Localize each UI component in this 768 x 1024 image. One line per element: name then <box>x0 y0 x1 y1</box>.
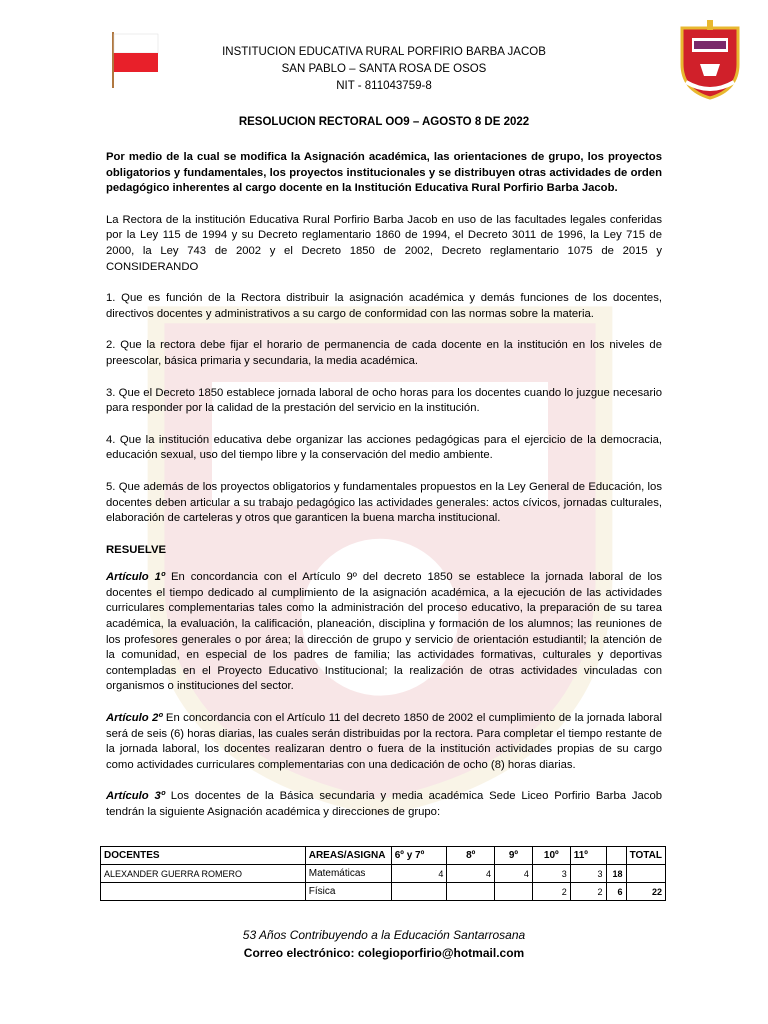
table-header-row <box>101 847 666 865</box>
document-body <box>106 150 662 837</box>
considerando-4: 4. Que la institución educativa debe organizar las acciones pedagógicas para el ejercicio de la democracia, educación sexual, uso del tiempo libre y la conservación del medio ambiente. <box>106 433 662 462</box>
table-cell: 4 <box>495 865 533 883</box>
table-header-cell: 10º <box>532 847 570 865</box>
footer-motto: 53 Años Contribuyendo a la Educación Santarrosana <box>242 928 526 942</box>
table-cell <box>495 883 533 901</box>
article-1-text: En concordancia con el Artículo 9º del decreto 1850 se establece la jornada laboral de los docentes el tiempo dedicado al cumplimiento de la asignación académica, a la ejecución de las actividades curriculares complementarias tales como la administración del proceso educativo, la preparación de su tarea académica, la evaluación, la calificación, planeación, disciplina y formación de los alumnos; las reuniones de los profesores generales o por área; la dirección de grupo y servicio de orientación estudiantil; la atención de la comunidad, en especial de los padres de familia; las actividades formativas, culturales y deportivas contempladas en el Proyecto Educativo Institucional; la realización de otras actividades vinculadas con organismos o instituciones del sector. <box>106 571 662 693</box>
table-header-cell: 9º <box>495 847 533 865</box>
table-cell <box>626 865 665 883</box>
table-cell: ALEXANDER GUERRA ROMERO <box>101 865 306 883</box>
table-cell: 4 <box>391 865 447 883</box>
article-1-heading: Artículo 1º <box>106 571 166 584</box>
purpose-paragraph: Por medio de la cual se modifica la Asignación académica, las orientaciones de grupo, los proyectos obligatorios y fundamentales, los proyectos institucionales y se distribuyen otras actividades de orden pedagógico inherentes al cargo docente en la Institución Educativa Rural Porfirio Barba Jacob. <box>106 151 662 195</box>
resuelve-heading: RESUELVE <box>106 543 167 556</box>
crest-icon <box>678 18 742 100</box>
article-2-text: En concordancia con el Artículo 11 del decreto 1850 de 2002 el cumplimiento de la jornada laboral será de seis (6) horas diarias, las cuales serán distribuidas por la rectora. Para completar el tiempo restante de la jornada laboral, los docentes realizaran dentro o fuera de la institución actividades propias de su cargo como actividades curriculares complementarias con una dedicación de ocho (8) horas diarias. <box>106 712 662 771</box>
article-2-heading: Artículo 2º <box>106 712 163 725</box>
institution-header <box>170 44 598 95</box>
table-header-cell <box>606 847 626 865</box>
table-cell <box>391 883 447 901</box>
considerando-1: 1. Que es función de la Rectora distribuir la asignación académica y demás funciones de los docentes, directivos docentes y administrativos a su cargo de conformidad con las normas sobre la materia. <box>106 292 662 320</box>
considerando-2: 2. Que la rectora debe fijar el horario de permanencia de cada docente en la institución en los niveles de preescolar, básica primaria y secundaria, la media académica. <box>106 339 662 367</box>
table-header-cell: AREAS/ASIGNA <box>305 847 391 865</box>
table-header-cell: 8º <box>447 847 495 865</box>
article-3-heading: Artículo 3º <box>106 790 165 803</box>
page-footer <box>0 926 768 962</box>
table-header-cell: 11º <box>570 847 606 865</box>
intro-paragraph: La Rectora de la institución Educativa Rural Porfirio Barba Jacob en uso de las facultades legales conferidas por la Ley 115 de 1994 y su Decreto reglamentario 1860 de 1994, el Decreto 3011 de 1996, la Ley 715 de 2000, la Ley 743 de 2002 y el Decreto 1850 de 2002, Decreto reglamentario 1075 de 2015 y CONSIDERANDO <box>106 213 662 273</box>
table-row <box>101 883 666 901</box>
article-1 <box>106 570 662 695</box>
institution-name: INSTITUCION EDUCATIVA RURAL PORFIRIO BARBA JACOB <box>222 46 546 58</box>
flag-icon <box>108 30 160 88</box>
table-cell: 18 <box>606 865 626 883</box>
article-3 <box>106 789 662 820</box>
table-header-cell: DOCENTES <box>101 847 306 865</box>
table-cell: Matemáticas <box>305 865 391 883</box>
table-cell: Física <box>305 883 391 901</box>
table-row <box>101 865 666 883</box>
table-cell: 3 <box>570 865 606 883</box>
table-cell: 2 <box>532 883 570 901</box>
assignment-table <box>100 846 666 901</box>
table-cell <box>447 883 495 901</box>
footer-email: Correo electrónico: colegioporfirio@hotmail.com <box>243 946 525 960</box>
table-header-cell: TOTAL <box>626 847 665 865</box>
article-2 <box>106 711 662 773</box>
institution-nit: NIT - 811043759-8 <box>336 80 432 92</box>
table-cell: 4 <box>447 865 495 883</box>
article-3-text: Los docentes de la Básica secundaria y media académica Sede Liceo Porfirio Barba Jacob tendrán la siguiente Asignación académica y direcciones de grupo: <box>106 790 663 818</box>
table-cell <box>101 883 306 901</box>
table-cell: 22 <box>626 883 665 901</box>
table-cell: 2 <box>570 883 606 901</box>
table-cell: 6 <box>606 883 626 901</box>
resolution-title: RESOLUCION RECTORAL OO9 – AGOSTO 8 DE 2022 <box>238 116 530 128</box>
table-cell: 3 <box>532 865 570 883</box>
institution-location: SAN PABLO – SANTA ROSA DE OSOS <box>281 63 487 75</box>
table-header-cell: 6º y 7º <box>391 847 447 865</box>
considerando-3: 3. Que el Decreto 1850 establece jornada laboral de ocho horas para los docentes cuando lo juzgue necesario para responder por la calidad de la prestación del servicio en la institución. <box>106 386 662 415</box>
considerando-5: 5. Que además de los proyectos obligatorios y fundamentales propuestos en la Ley General de Educación, los docentes deben articular a su trabajo pedagógico las actividades generales: actos cívicos, jornadas culturales, elaboración de carteleras y otros que garanticen la buena marcha institucional. <box>106 480 662 525</box>
